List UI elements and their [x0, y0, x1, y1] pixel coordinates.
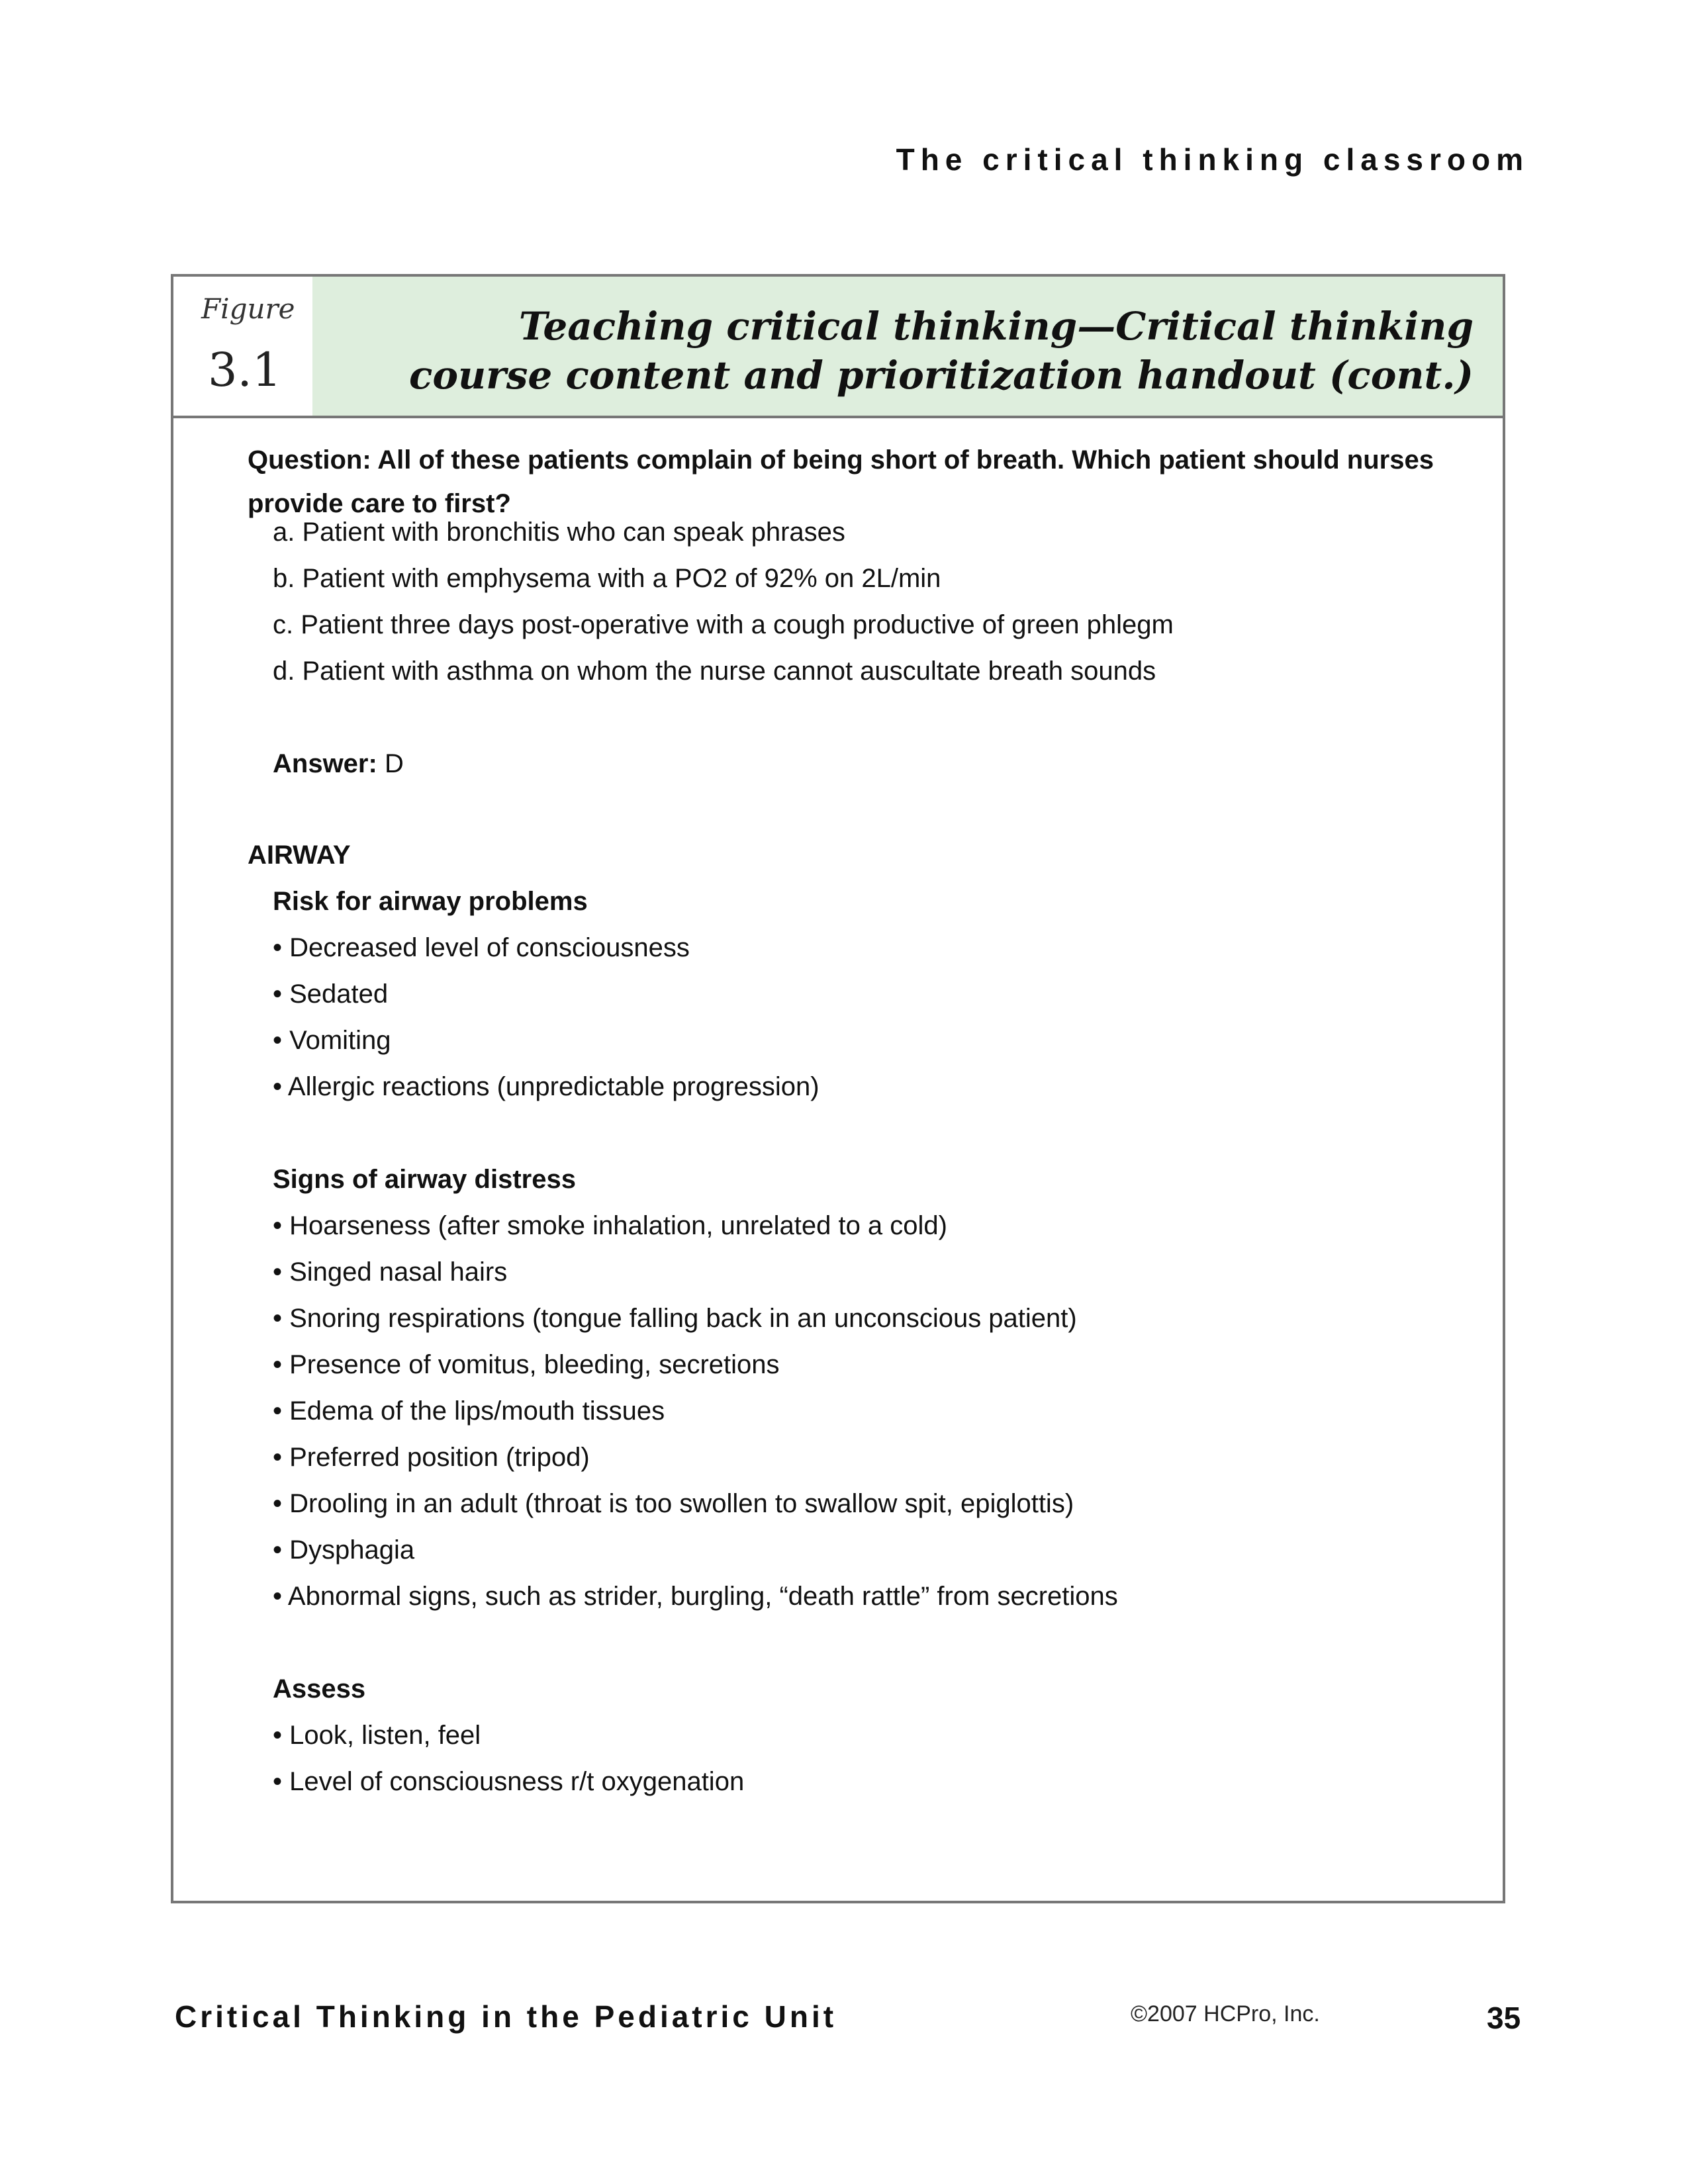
figure-header: [173, 277, 1503, 418]
signs-item: • Preferred position (tripod): [273, 1443, 590, 1472]
option-c: c. Patient three days post-operative with a cough productive of green phlegm: [273, 610, 1174, 639]
running-head: The critical thinking classroom: [896, 142, 1529, 177]
signs-item: • Presence of vomitus, bleeding, secretions: [273, 1350, 780, 1379]
figure-title-line-2: course content and prioritization handout (cont.): [409, 353, 1474, 398]
answer-value: D: [384, 749, 404, 778]
option-a: a. Patient with bronchitis who can speak phrases: [273, 518, 845, 547]
question-text: Question: All of these patients complain of being short of breath. Which patient should nurses provide care to first?: [248, 445, 1434, 518]
assess-item: • Look, listen, feel: [273, 1721, 481, 1750]
option-b: b. Patient with emphysema with a PO2 of 92% on 2L/min: [273, 564, 941, 593]
figure-label-cell: [173, 277, 312, 416]
assess-item: • Level of consciousness r/t oxygenation: [273, 1767, 745, 1796]
signs-item: • Drooling in an adult (throat is too swollen to swallow spit, epiglottis): [273, 1489, 1074, 1518]
risk-item: • Sedated: [273, 979, 389, 1009]
answer-line: [273, 749, 404, 779]
answer-label: Answer:: [273, 749, 377, 778]
risk-heading: Risk for airway problems: [273, 887, 588, 916]
figure-title: [409, 302, 1474, 400]
footer-copyright: ©2007 HCPro, Inc.: [1131, 2001, 1320, 2026]
risk-item: • Decreased level of consciousness: [273, 933, 690, 962]
page-number: 35: [1487, 2001, 1521, 2035]
footer-title: Critical Thinking in the Pediatric Unit: [175, 1999, 837, 2034]
figure-title-cell: [312, 277, 1503, 416]
figure-title-line-1: Teaching critical thinking—Critical thinking: [518, 304, 1474, 349]
signs-item: • Abnormal signs, such as strider, burgling, “death rattle” from secretions: [273, 1582, 1118, 1611]
signs-item: • Dysphagia: [273, 1535, 415, 1565]
figure-label: Figure: [201, 293, 295, 325]
option-d: d. Patient with asthma on whom the nurse cannot auscultate breath sounds: [273, 657, 1156, 686]
figure-content: [173, 418, 1503, 1901]
signs-item: • Snoring respirations (tongue falling back in an unconscious patient): [273, 1304, 1077, 1333]
signs-item: • Singed nasal hairs: [273, 1257, 508, 1287]
risk-item: • Allergic reactions (unpredictable progression): [273, 1072, 820, 1101]
risk-item: • Vomiting: [273, 1026, 391, 1055]
figure-box: [171, 274, 1505, 1903]
figure-number: 3.1: [208, 343, 282, 397]
airway-heading: AIRWAY: [248, 841, 351, 870]
assess-heading: Assess: [273, 1674, 366, 1704]
signs-heading: Signs of airway distress: [273, 1165, 576, 1194]
signs-item: • Edema of the lips/mouth tissues: [273, 1396, 665, 1426]
signs-item: • Hoarseness (after smoke inhalation, unrelated to a cold): [273, 1211, 947, 1240]
